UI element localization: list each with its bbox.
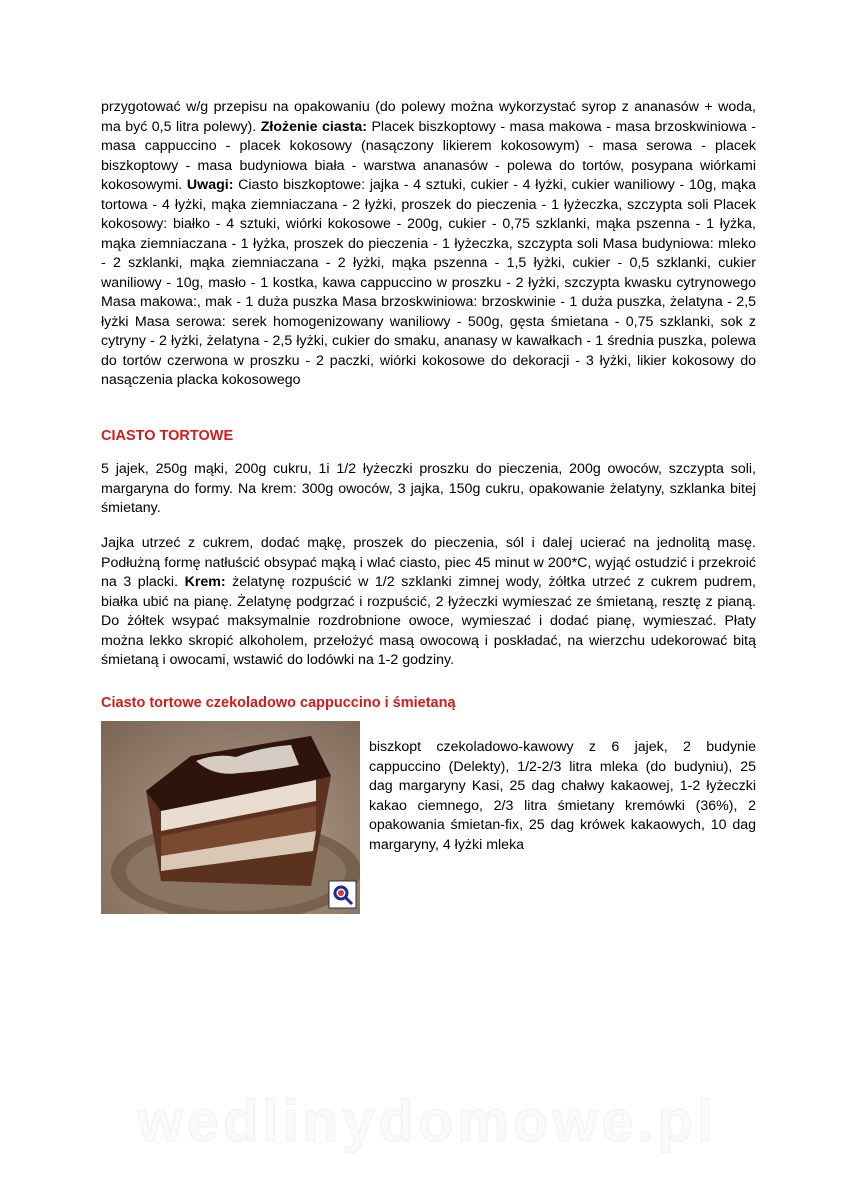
cream-label: Krem: — [184, 574, 226, 590]
section-title-ciasto-tortowe: CIASTO TORTOWE — [101, 428, 234, 444]
cake-photo — [101, 721, 360, 914]
cake-illustration — [101, 721, 360, 914]
method-text-1: Jajka utrzeć z cukrem, dodać mąkę, proszek do pieczenia, sól i dalej ucierać na jednolitą masę. Podłużną formę natłuścić obsypać mąką i wlać ciasto, piec 45 minut w 200*C, wyjąć ostudzić i przekroić na 3 placki. — [101, 535, 756, 590]
section-title-cappuccino-cake: Ciasto tortowe czekoladowo cappuccino i śmietaną — [101, 695, 456, 711]
watermark: wedlinydomowe.pl — [137, 1089, 718, 1154]
intro-text-3: Ciasto biszkoptowe: jajka - 4 sztuki, cukier - 4 łyżki, cukier waniliowy - 10g, mąka tortowa - 4 łyżki, mąka ziemniaczana - 2 łyżki, proszek do pieczenia - 1 łyżeczka, szczypta soli Placek kokosowy: białko - 4 sztuki, wiórki kokosowe - 200g, cukier - 0,75 szklanki, mąka pszenna - 1 łyżka, mąka ziemniaczana - 1 łyżka, proszek do pieczenia - 1 łyżeczka, szczypta soli Masa budyniowa: mleko - 2 szklanki, mąka ziemniaczana - 2 łyżki, mąka pszenna - 1,5 łyżki, cukier - 0,5 szklanki, cukier waniliowy - 10g, masło - 1 kostka, kawa cappuccino w proszku - 2 łyżki, szczypta kwasku cytrynowego Masa makowa:, mak - 1 duża puszka Masa brzoskwiniowa: brzoskwinie - 1 duża puszka, żelatyna - 2,5 łyżki Masa serowa: serek homogenizowany waniliowy - 500g, gęsta śmietana - 0,75 szklanki, sok z cytryny - 2 łyżki, żelatyna - 2,5 łyżki, cukier do smaku, ananasy w kawałkach - 1 średnia puszka, polewa do tortów czerwona w proszku - 2 paczki, wiórki kokosowe do dekoracji - 3 łyżki, likier kokosowy do nasączenia placka kokosowego — [101, 177, 756, 388]
ingredients-paragraph: 5 jajek, 250g mąki, 200g cukru, 1i 1/2 łyżeczki proszku do pieczenia, 200g owoców, szczypta soli, margaryna do formy. Na krem: 300g owoców, 3 jajka, 150g cukru, opakowanie żelatyny, szklanka bitej śmietany. — [101, 461, 756, 516]
method-text-2: żelatynę rozpuścić w 1/2 szklanki zimnej wody, żółtka utrzeć z cukrem pudrem, białka ubić na pianę. Żelatynę podgrzać i rozpuścić, 2 łyżeczki wymieszać ze śmietaną, resztę z pianą. Do żółtek wsypać maksymalnie rozdrobnione owoce, wymieszać i dodać pianę, wymieszać. Płaty można lekko skropić alkoholem, przełożyć masą owocową i poskładać, na wierzchu udekorować bitą śmietaną i owocami, wstawić do lodówki na 1-2 godziny. — [101, 574, 756, 668]
intro-text-2: Placek biszkoptowy - masa makowa - masa brzoskwiniowa - masa cappuccino - placek kokosowy (nasączony likierem kokosowym) - masa serowa - placek biszkoptowy - masa budyniowa biała - warstwa ananasów - polewa do tortów, posypana wiórkami kokosowymi. — [101, 118, 756, 193]
notes-label: Uwagi: — [186, 177, 234, 193]
intro-paragraph — [101, 98, 756, 391]
assembly-label: Złożenie ciasta: — [260, 118, 367, 135]
intro-text-1: przygotować w/g przepisu na opakowaniu (do polewy można wykorzystać syrop z ananasów + woda, ma być 0,5 litra polewy). — [101, 99, 756, 135]
cappuccino-ingredients: biszkopt czekoladowo-kawowy z 6 jajek, 2 budynie cappuccino (Delekty), 1/2-2/3 litra mleka (do budyniu), 25 dag margaryny Kasi, 25 dag chałwy kakaowej, 1-2 łyżeczki kakao ciemnego, 2/3 litra śmietany kremówki (36%), 2 opakowania śmietan-fix, 25 dag krówek kakaowych, 10 dag margaryny, 4 łyżki mleka — [369, 739, 756, 853]
method-paragraph — [101, 534, 756, 671]
